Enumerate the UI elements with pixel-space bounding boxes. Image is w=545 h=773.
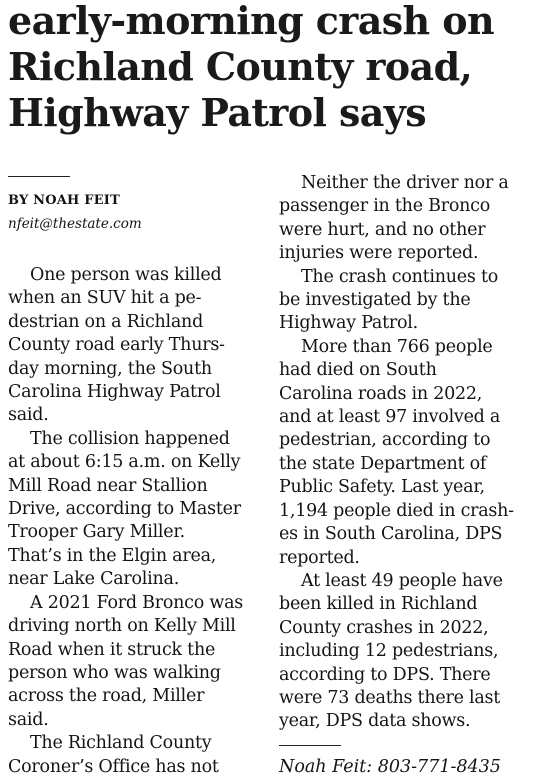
left-column — [8, 264, 268, 773]
body-text-line: day morning, the South — [8, 358, 212, 379]
body-text-line: Mill Road near Stallion — [8, 475, 208, 496]
body-text-line: pedestrian, according to — [279, 430, 491, 451]
contact-divider — [279, 745, 341, 746]
body-text-line: person who was walking — [8, 662, 221, 683]
byline: BY NOAH FEIT — [8, 193, 120, 208]
body-text-line: Carolina Highway Patrol — [8, 382, 221, 403]
body-text-line: A 2021 Ford Bronco was — [30, 592, 243, 613]
body-text-line: County crashes in 2022, — [279, 617, 489, 638]
author-contact: Noah Feit: 803-771-8435 — [279, 757, 501, 773]
body-text-line: at about 6:15 a.m. on Kelly — [8, 452, 241, 473]
body-text-line: Drive, according to Master — [8, 499, 241, 520]
headline-line: Highway Patrol says — [8, 90, 427, 135]
body-text-line: es in South Carolina, DPS — [279, 524, 503, 545]
body-text-line: Neither the driver nor a — [301, 173, 509, 193]
body-text-line: Public Safety. Last year, — [279, 477, 485, 498]
body-text-line: driving north on Kelly Mill — [8, 616, 236, 637]
body-text-line: Coroner’s Office has not — [8, 756, 219, 773]
byline-divider — [8, 176, 70, 177]
body-text-line: according to DPS. There — [279, 664, 491, 685]
body-text-line: At least 49 people have — [301, 570, 503, 591]
body-text-line: Road when it struck the — [8, 639, 216, 660]
body-text-line: said. — [8, 405, 49, 426]
body-text-line: were hurt, and no other — [279, 219, 486, 240]
body-text-line: near Lake Carolina. — [8, 569, 180, 590]
body-text-line: were 73 deaths there last — [279, 687, 501, 708]
body-text-line: That’s in the Elgin area, — [8, 545, 217, 566]
body-text-line: County road early Thurs- — [8, 335, 225, 356]
body-text-line: said. — [8, 709, 49, 730]
body-text-line: had died on South — [279, 360, 437, 381]
body-text-line: More than 766 people — [301, 336, 493, 357]
body-text-line: including 12 pedestrians, — [279, 641, 499, 662]
body-text-line: Highway Patrol. — [279, 313, 418, 334]
body-text-line: year, DPS data shows. — [279, 711, 471, 732]
body-text-line: been killed in Richland — [279, 594, 478, 615]
body-text-line: One person was killed — [30, 265, 222, 285]
body-text-line: The crash continues to — [301, 266, 499, 287]
body-text-line: 1,194 people died in crash- — [279, 500, 514, 521]
body-text-line: destrian on a Richland — [8, 311, 204, 332]
author-email: nfeit@thestate.com — [8, 216, 142, 232]
headline-line: early-morning crash on — [8, 0, 494, 43]
body-text-line: reported. — [279, 547, 360, 568]
body-text-line: when an SUV hit a pe- — [8, 288, 202, 309]
body-text-line: passenger in the Bronco — [279, 196, 490, 217]
body-text-line: be investigated by the — [279, 290, 471, 311]
body-text-line: and at least 97 involved a — [279, 407, 501, 428]
body-text-line: The Richland County — [30, 733, 212, 754]
headline — [8, 0, 543, 136]
right-column — [279, 172, 541, 734]
body-text-line: Carolina roads in 2022, — [279, 383, 483, 404]
headline-line: Richland County road, — [8, 44, 473, 89]
body-text-line: injuries were reported. — [279, 243, 479, 264]
body-text-line: The collision happened — [30, 428, 230, 449]
body-text-line: across the road, Miller — [8, 686, 205, 707]
body-text-line: Trooper Gary Miller. — [8, 522, 185, 543]
body-text-line: the state Department of — [279, 453, 487, 474]
